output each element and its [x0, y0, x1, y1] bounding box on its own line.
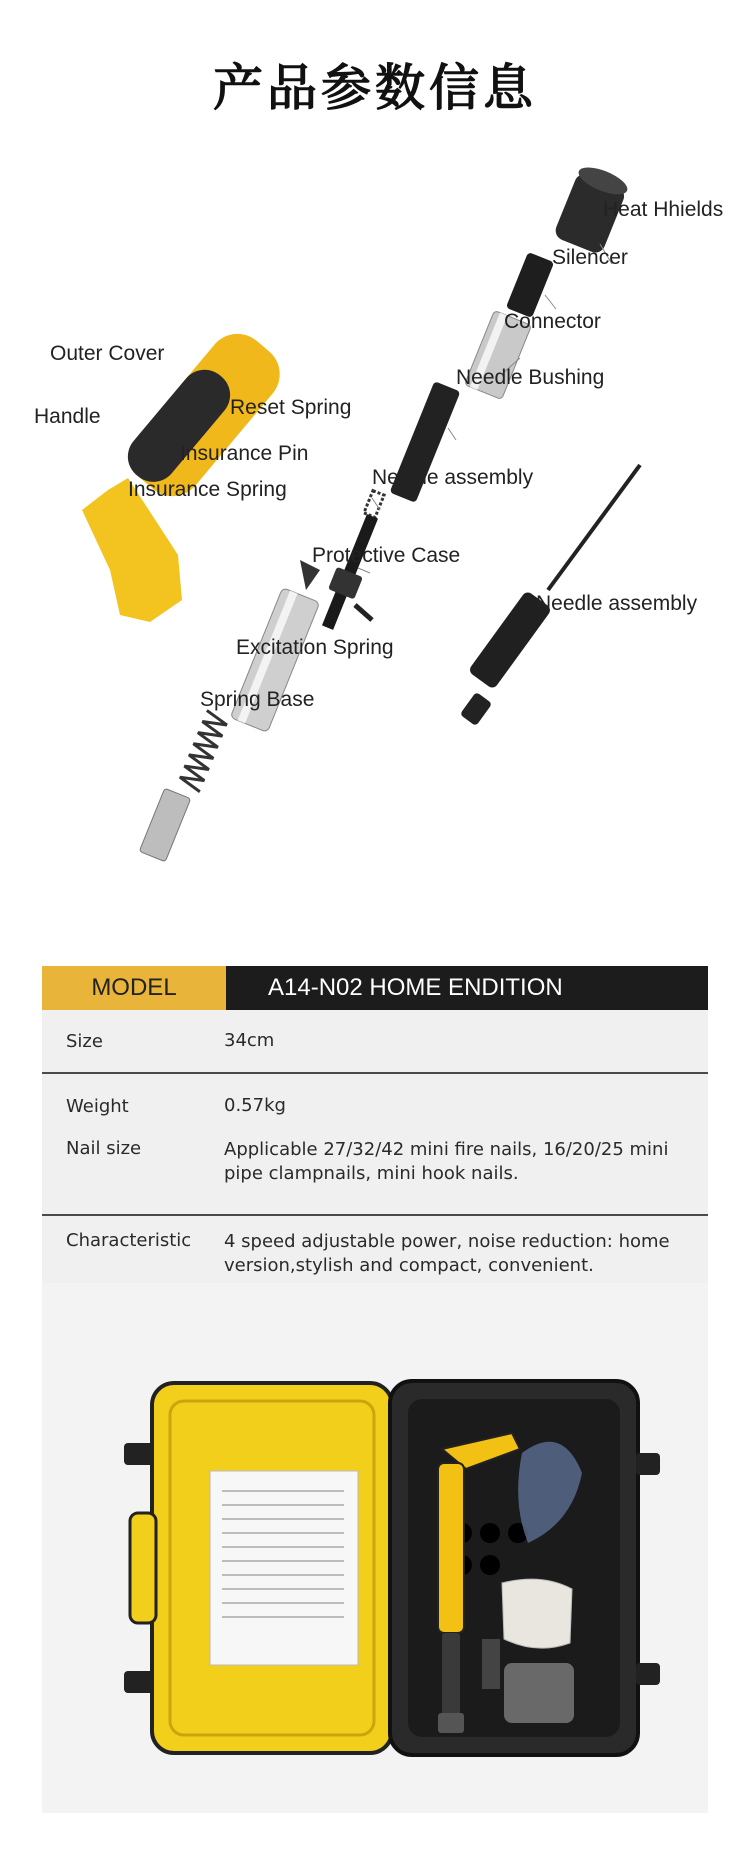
label-insurance-pin: Insurance Pin [180, 442, 309, 465]
spec-header-value: A14-N02 HOME ENDITION [226, 966, 708, 1010]
label-handle: Handle [34, 405, 101, 428]
leader-line [545, 295, 556, 309]
label-outer-cover: Outer Cover [50, 342, 165, 365]
spec-header [42, 966, 708, 1010]
silencer-part [506, 252, 554, 318]
spec-key: Weight [66, 1095, 129, 1117]
spec-key: Nail size [66, 1138, 142, 1159]
spec-value: 0.57kg [224, 1095, 286, 1116]
spec-row-weight [42, 1074, 708, 1126]
label-protective-case: Protective Case [312, 544, 461, 567]
spec-value: 34cm [224, 1030, 275, 1051]
product-case-photo [42, 1283, 708, 1813]
parts-illustration [0, 160, 750, 880]
reset-spring-part [364, 491, 384, 518]
spec-key: Size [66, 1030, 103, 1052]
leader-line [448, 428, 456, 440]
spec-header-label: MODEL [42, 966, 226, 1010]
label-excitation-spring: Excitation Spring [236, 636, 394, 659]
label-heat-shields: Heat Hhields [603, 198, 724, 221]
page-title: 产品参数信息 [213, 59, 537, 117]
label-silencer: Silencer [552, 246, 628, 269]
needle-assembly-part [315, 511, 386, 633]
leader-line [372, 498, 380, 510]
label-needle-bushing: Needle Bushing [456, 366, 605, 389]
label-spring-base: Spring Base [200, 688, 315, 711]
insurance-pin-part [355, 605, 372, 620]
label-connector: Connector [504, 310, 601, 333]
spec-row-size [42, 1010, 708, 1072]
spec-value: Applicable 27/32/42 mini fire nails, 16/20/25 mini pipe clampnails, mini hook nails. [224, 1139, 669, 1184]
case-illustration [42, 1283, 708, 1813]
spec-row-nail-size [42, 1126, 708, 1214]
spec-value: 4 speed adjustable power, noise reduction: home version,stylish and compact, convenient. [224, 1231, 670, 1276]
excitation-spring-part [178, 710, 229, 791]
label-needle-assembly-standalone: Needle assembly [536, 592, 698, 615]
spec-table [42, 966, 708, 1306]
label-reset-spring: Reset Spring [230, 396, 352, 419]
spec-body [42, 1010, 708, 1306]
leader-line [358, 568, 370, 573]
spring-base-part [139, 788, 190, 862]
label-insurance-spring: Insurance Spring [128, 478, 287, 501]
exploded-parts-diagram [0, 160, 750, 880]
label-needle-assembly: Needle assembly [372, 466, 534, 489]
spec-key: Characteristic [66, 1230, 192, 1251]
